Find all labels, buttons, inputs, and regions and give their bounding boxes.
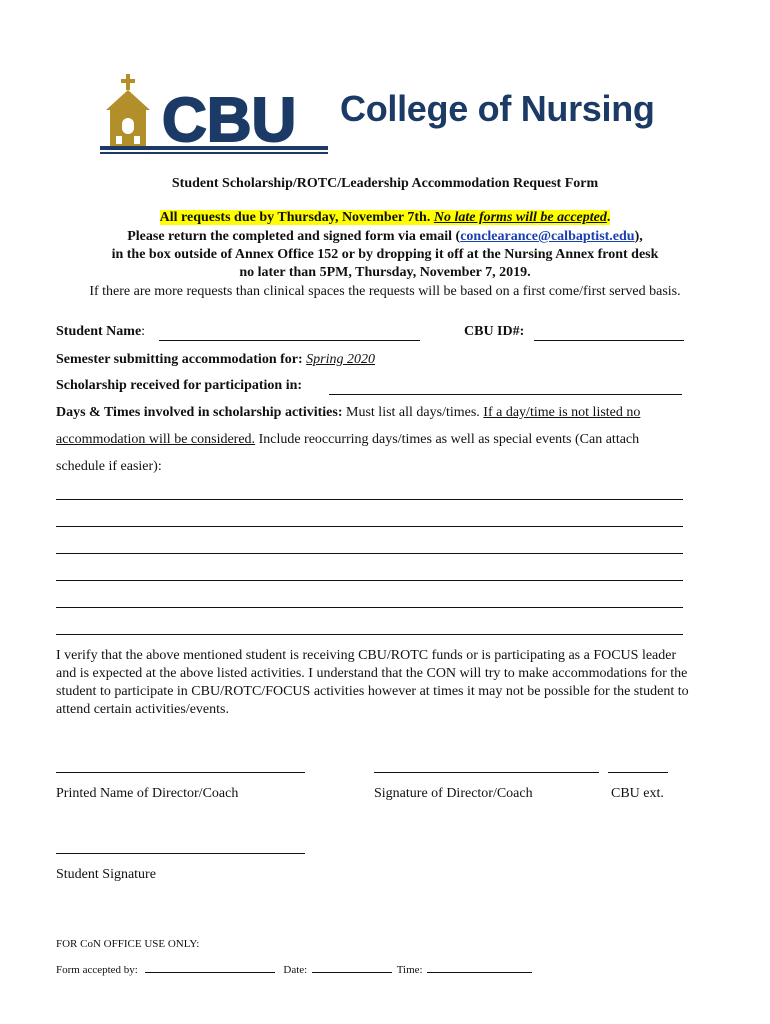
days-warning-1: If a day/time is not listed no <box>483 405 641 420</box>
student-name-input[interactable] <box>159 327 420 341</box>
scholarship-input[interactable] <box>329 381 682 395</box>
email-link[interactable]: conclearance@calbaptist.edu <box>460 229 635 244</box>
office-use-heading: FOR CoN OFFICE USE ONLY: <box>56 938 200 950</box>
notice-line-2 <box>0 227 770 246</box>
days-times-label: Days & Times involved in scholarship activities: <box>56 405 343 420</box>
late-forms-warning: No late forms will be accepted <box>433 210 607 225</box>
student-name-row <box>56 324 145 340</box>
cbu-tower-logo-icon <box>98 70 328 160</box>
student-signature-line[interactable] <box>56 853 305 854</box>
date-label: Date: <box>283 964 308 976</box>
days-times-line-3[interactable] <box>56 553 683 554</box>
ext-label: CBU ext. <box>611 786 664 801</box>
semester-label: Semester submitting accommodation for: <box>56 352 303 367</box>
verification-statement: I verify that the above mentioned student is receiving CBU/ROTC funds or is participating as a FOCUS leader and is expected at the above listed activities. I understand that the CON will try to make accommodations for the student to participate in CBU/ROTC/FOCUS activities however at times it may not be possible for the student to attend certain activities/events. <box>56 648 689 717</box>
office-use-row <box>56 960 532 976</box>
scholarship-label: Scholarship received for participation in: <box>56 378 303 393</box>
notice-paren: ), <box>634 229 643 244</box>
days-times-line-1[interactable] <box>56 499 683 500</box>
notice-line-4: no later than 5PM, Thursday, November 7, 2019. <box>239 265 531 280</box>
notice-return-text: Please return the completed and signed form via email ( <box>127 229 461 244</box>
notice-line-1 <box>0 208 770 227</box>
days-times-row-2 <box>56 432 639 448</box>
form-title: Student Scholarship/ROTC/Leadership Accommodation Request Form <box>171 176 599 191</box>
notice-line-5: If there are more requests than clinical spaces the requests will be based on a first come/first served basis. <box>89 284 681 299</box>
days-times-row-1 <box>56 405 640 421</box>
date-input[interactable] <box>312 960 392 973</box>
due-date-text: All requests due by Thursday, November 7th <box>159 210 427 225</box>
notice-end: . <box>606 210 611 225</box>
form-accepted-input[interactable] <box>145 960 275 973</box>
semester-row <box>56 352 375 368</box>
days-times-line-4[interactable] <box>56 580 683 581</box>
cbu-logo <box>98 70 673 160</box>
ext-line[interactable] <box>608 772 668 773</box>
time-input[interactable] <box>427 960 532 973</box>
student-signature-label: Student Signature <box>56 867 156 882</box>
student-name-colon: : <box>141 324 146 339</box>
days-include-text: Include reoccurring days/times as well as special events (Can attach <box>255 432 640 447</box>
notice-period: . <box>426 210 434 225</box>
signature-line[interactable] <box>374 772 599 773</box>
days-times-row-3: schedule if easier): <box>56 459 162 474</box>
cbu-id-label: CBU ID#: <box>464 324 525 339</box>
logo-subtitle: College of Nursing <box>340 88 655 129</box>
student-name-label: Student Name <box>56 324 142 339</box>
notice-line-3: in the box outside of Annex Office 152 or by dropping it off at the Nursing Annex front desk <box>111 247 659 262</box>
signature-label: Signature of Director/Coach <box>374 786 533 801</box>
days-times-line-2[interactable] <box>56 526 683 527</box>
days-warning-2: accommodation will be considered. <box>56 432 256 447</box>
time-label: Time: <box>396 964 423 976</box>
cbu-id-input[interactable] <box>534 327 684 341</box>
printed-name-label: Printed Name of Director/Coach <box>56 786 239 801</box>
semester-value[interactable]: Spring 2020 <box>306 352 375 367</box>
form-accepted-label: Form accepted by: <box>56 964 138 976</box>
days-times-line-6[interactable] <box>56 634 683 635</box>
printed-name-line[interactable] <box>56 772 305 773</box>
days-instructions: Must list all days/times. <box>342 405 484 420</box>
logo-text: CBU <box>162 86 297 155</box>
days-times-line-5[interactable] <box>56 607 683 608</box>
